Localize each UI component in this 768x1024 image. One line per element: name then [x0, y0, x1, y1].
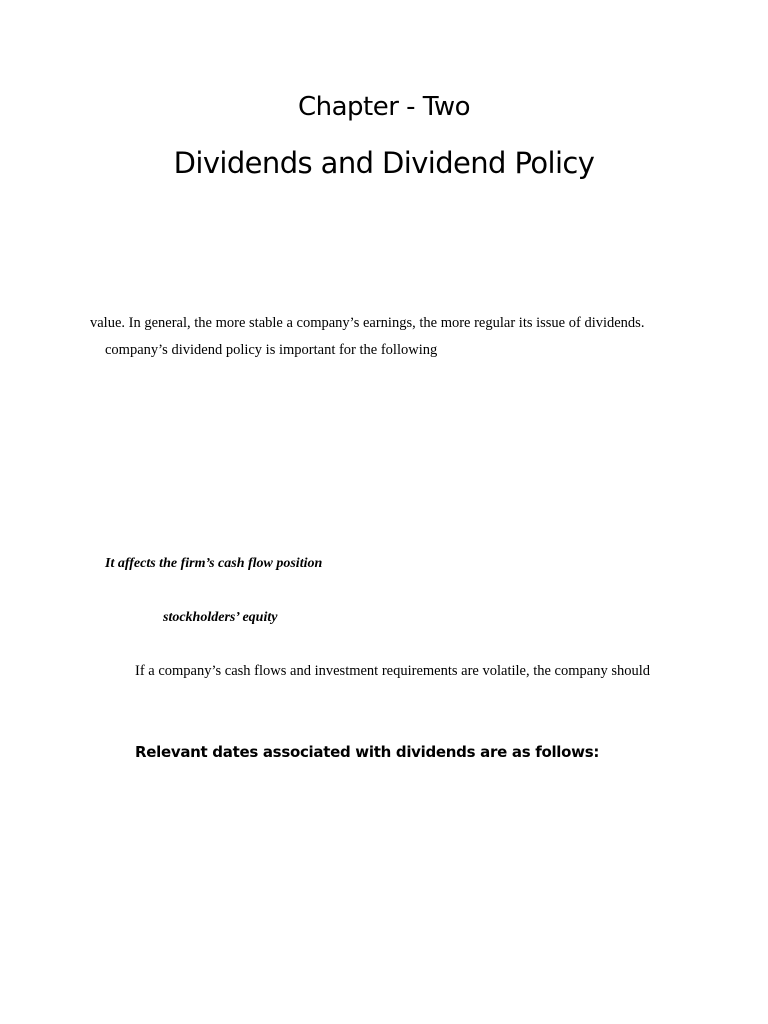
- emphasis-point: stockholders’ equity: [163, 610, 278, 625]
- section-heading: Relevant dates associated with dividends are as follows:: [135, 743, 600, 761]
- paragraph-line: value. In general, the more stable a company’s earnings, the more regular its issue of dividends.: [90, 315, 645, 331]
- paragraph-line: company’s dividend policy is important for the following: [105, 342, 438, 358]
- chapter-label: Chapter - Two: [297, 92, 471, 122]
- emphasis-point: It affects the firm’s cash flow position: [105, 556, 323, 571]
- chapter-title: Dividends and Dividend Policy: [173, 146, 595, 180]
- paragraph-line: If a company’s cash flows and investment requirements are volatile, the company should: [135, 663, 651, 679]
